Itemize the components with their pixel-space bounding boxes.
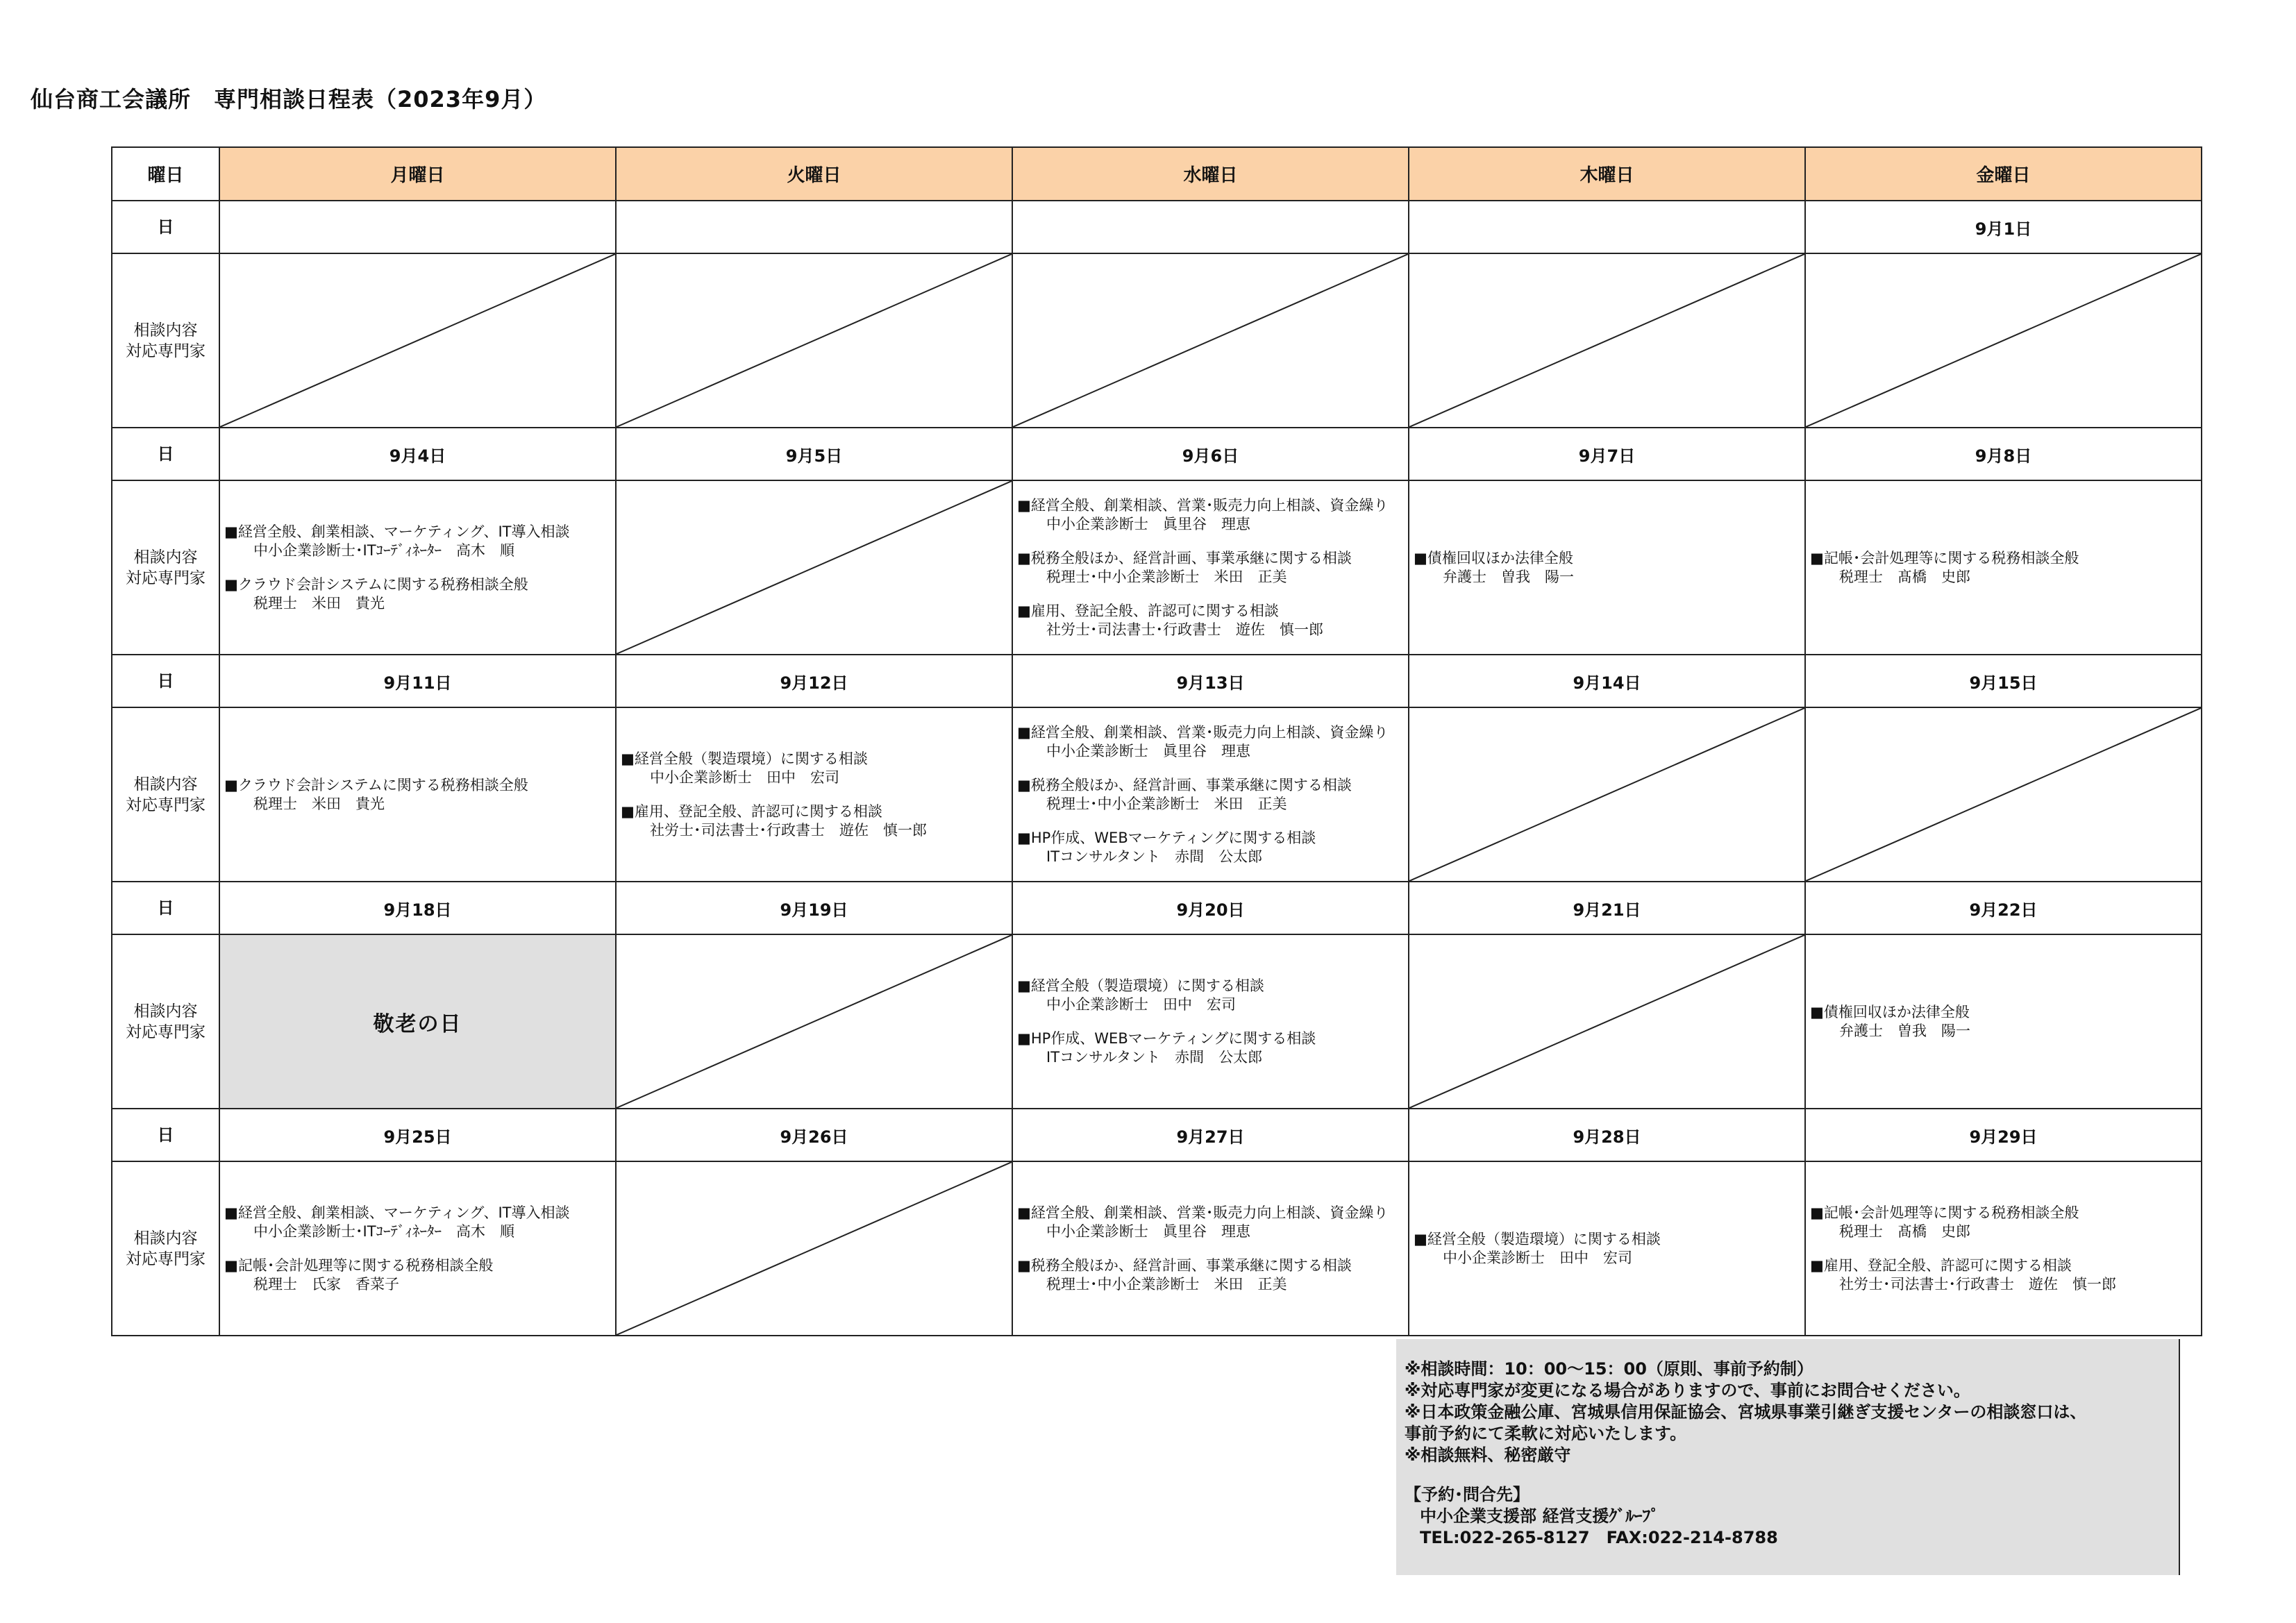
- no-consultation-cell: [616, 253, 1012, 428]
- consultation-topic: ■経営全般、創業相談、営業･販売力向上相談、資金繰り: [1017, 723, 1389, 741]
- consultation-expert: 中小企業診断士･ITｺｰﾃﾞｨﾈｰﾀｰ 高木 順: [253, 541, 515, 559]
- weekday-header-wed: 水曜日: [1012, 147, 1409, 201]
- slash-line: [617, 481, 1012, 654]
- no-consultation-cell: [616, 1161, 1012, 1336]
- consultation-entry: [1017, 977, 1408, 1014]
- consultation-cell-wed: [1012, 1161, 1409, 1336]
- consultation-entry: [1017, 549, 1408, 587]
- consultation-entry: [1810, 1204, 2201, 1241]
- note-line: ※相談時間：10：00～15：00（原則、事前予約制）: [1405, 1359, 1813, 1379]
- consultation-row-label: [112, 707, 219, 882]
- weekday-header-mon: 月曜日: [219, 147, 616, 201]
- consultation-cell-fri: [1805, 480, 2202, 655]
- consultation-row-label: [112, 1161, 219, 1336]
- weekday-header-tue: 火曜日: [616, 147, 1012, 201]
- slash-line: [1409, 254, 1804, 427]
- consultation-entry: [1017, 776, 1408, 814]
- consultation-expert: 税理士･中小企業診断士 米田 正美: [1046, 568, 1287, 585]
- consultation-entry: [1017, 602, 1408, 639]
- note-line: 事前予約にて柔軟に対応いたします。: [1405, 1424, 1687, 1443]
- consultation-cell-thu: [1409, 480, 1805, 655]
- consultation-entry: [224, 1256, 615, 1294]
- diagonal-slash: [1409, 254, 1804, 427]
- consultation-topic: ■税務全般ほか、経営計画、事業承継に関する相談: [1017, 1256, 1352, 1274]
- consultation-entry: [1810, 1256, 2201, 1294]
- consultation-expert: 中小企業診断士 眞里谷 理恵: [1046, 515, 1250, 532]
- holiday-label: 敬老の日: [373, 1011, 462, 1036]
- slash-line: [1409, 708, 1804, 881]
- consultation-expert: 税理士 髙橋 史郎: [1839, 568, 1970, 585]
- consultation-entry: [224, 1204, 615, 1241]
- consultation-label-line: 相談内容: [133, 321, 198, 339]
- consultation-expert: ITコンサルタント 赤間 公太郎: [1046, 1048, 1263, 1066]
- date-cell-thu: 9月7日: [1409, 428, 1805, 480]
- consultation-entry: [1414, 1230, 1804, 1268]
- weekday-header-row: [112, 147, 2202, 201]
- consultation-expert: 中小企業診断士 眞里谷 理恵: [1046, 742, 1250, 759]
- consultation-row-label: [112, 253, 219, 428]
- date-cell-thu: 9月28日: [1409, 1109, 1805, 1161]
- no-consultation-cell: [219, 253, 616, 428]
- date-cell-wed: 9月13日: [1012, 655, 1409, 707]
- schedule-table: [111, 146, 2202, 1336]
- date-cell-mon: 9月4日: [219, 428, 616, 480]
- diagonal-slash: [1409, 708, 1804, 881]
- weekday-corner-label: 曜日: [112, 147, 219, 201]
- consultation-topic: ■税務全般ほか、経営計画、事業承継に関する相談: [1017, 776, 1352, 793]
- consultation-entry: [621, 802, 1012, 840]
- consultation-expert: 弁護士 曽我 陽一: [1839, 1022, 1970, 1039]
- consultation-cell-wed: [1012, 934, 1409, 1109]
- consultation-entry: [224, 575, 615, 613]
- consultation-expert: 税理士･中小企業診断士 米田 正美: [1046, 1275, 1287, 1293]
- weekday-header-thu: 木曜日: [1409, 147, 1805, 201]
- diagonal-slash: [1013, 254, 1408, 427]
- date-cell-wed: [1012, 201, 1409, 253]
- consultation-expert: 税理士 氏家 香菜子: [253, 1275, 399, 1293]
- consultation-entry: [224, 776, 615, 814]
- contact-department: 中小企業支援部 経営支援ｸﾞﾙｰﾌﾟ: [1420, 1506, 1659, 1526]
- consultation-entry: [1017, 1256, 1408, 1294]
- consultation-entry: [1810, 549, 2201, 587]
- consultation-expert: 社労士･司法書士･行政書士 遊佐 慎一郎: [1839, 1275, 2116, 1293]
- diagonal-slash: [617, 481, 1012, 654]
- note-line: ※日本政策金融公庫、宮城県信用保証協会、宮城県事業引継ぎ支援センターの相談窓口は、: [1405, 1402, 2087, 1422]
- holiday-cell: [219, 934, 616, 1109]
- no-consultation-cell: [616, 480, 1012, 655]
- no-consultation-cell: [616, 934, 1012, 1109]
- consultation-row: [112, 253, 2202, 428]
- date-cell-mon: [219, 201, 616, 253]
- date-cell-tue: [616, 201, 1012, 253]
- consultation-cell-tue: [616, 707, 1012, 882]
- consultation-topic: ■経営全般、創業相談、マーケティング、IT導入相談: [224, 1204, 570, 1221]
- consultation-cell-mon: [219, 707, 616, 882]
- consultation-cell-fri: [1805, 934, 2202, 1109]
- date-cell-thu: [1409, 201, 1805, 253]
- date-cell-tue: 9月12日: [616, 655, 1012, 707]
- consultation-row: [112, 707, 2202, 882]
- date-row-label: 日: [112, 655, 219, 707]
- consultation-topic: ■債権回収ほか法律全般: [1414, 549, 1573, 566]
- slash-line: [1806, 254, 2201, 427]
- no-consultation-cell: [1409, 253, 1805, 428]
- consultation-row-label: [112, 934, 219, 1109]
- expert-label-line: 対応専門家: [126, 1023, 206, 1041]
- diagonal-slash: [1806, 708, 2201, 881]
- consultation-topic: ■債権回収ほか法律全般: [1810, 1003, 1970, 1020]
- slash-line: [220, 254, 615, 427]
- consultation-entry: [224, 523, 615, 560]
- consultation-row: [112, 480, 2202, 655]
- consultation-row-label: [112, 480, 219, 655]
- diagonal-slash: [1409, 935, 1804, 1108]
- diagonal-slash: [617, 935, 1012, 1108]
- date-row: [112, 428, 2202, 480]
- consultation-entry: [621, 750, 1012, 787]
- date-cell-fri: 9月8日: [1805, 428, 2202, 480]
- consultation-topic: ■記帳･会計処理等に関する税務相談全般: [1810, 1204, 2079, 1221]
- consultation-label-line: 相談内容: [133, 548, 198, 566]
- consultation-topic: ■経営全般、創業相談、マーケティング、IT導入相談: [224, 523, 570, 540]
- slash-line: [1013, 254, 1408, 427]
- expert-label-line: 対応専門家: [126, 569, 206, 587]
- consultation-expert: 税理士 髙橋 史郎: [1839, 1222, 1970, 1240]
- date-row-label: 日: [112, 882, 219, 934]
- consultation-topic: ■経営全般、創業相談、営業･販売力向上相談、資金繰り: [1017, 496, 1389, 514]
- consultation-expert: 中小企業診断士 田中 宏司: [1443, 1249, 1632, 1266]
- expert-label-line: 対応専門家: [126, 796, 206, 814]
- consultation-expert: 税理士 米田 貴光: [253, 594, 385, 612]
- consultation-cell-thu: [1409, 1161, 1805, 1336]
- consultation-expert: 税理士･中小企業診断士 米田 正美: [1046, 795, 1287, 812]
- no-consultation-cell: [1012, 253, 1409, 428]
- consultation-topic: ■経営全般（製造環境）に関する相談: [1414, 1230, 1661, 1247]
- consultation-topic: ■雇用、登記全般、許認可に関する相談: [621, 802, 882, 820]
- no-consultation-cell: [1805, 253, 2202, 428]
- date-cell-wed: 9月6日: [1012, 428, 1409, 480]
- consultation-topic: ■経営全般（製造環境）に関する相談: [621, 750, 868, 767]
- date-cell-fri: 9月15日: [1805, 655, 2202, 707]
- consultation-label-line: 相談内容: [133, 775, 198, 793]
- consultation-entry: [1017, 723, 1408, 761]
- consultation-entry: [1017, 1204, 1408, 1241]
- consultation-topic: ■クラウド会計システムに関する税務相談全般: [224, 575, 528, 593]
- consultation-cell-mon: [219, 480, 616, 655]
- consultation-cell-wed: [1012, 707, 1409, 882]
- consultation-topic: ■税務全般ほか、経営計画、事業承継に関する相談: [1017, 549, 1352, 566]
- consultation-topic: ■クラウド会計システムに関する税務相談全般: [224, 776, 528, 793]
- consultation-expert: 弁護士 曽我 陽一: [1443, 568, 1574, 585]
- date-cell-tue: 9月19日: [616, 882, 1012, 934]
- expert-label-line: 対応専門家: [126, 1250, 206, 1268]
- date-row-label: 日: [112, 428, 219, 480]
- consultation-topic: ■経営全般（製造環境）に関する相談: [1017, 977, 1264, 994]
- slash-line: [1409, 935, 1804, 1108]
- date-cell-wed: 9月27日: [1012, 1109, 1409, 1161]
- date-row-label: 日: [112, 1109, 219, 1161]
- page-title: 仙台商工会議所 専門相談日程表（2023年9月）: [31, 86, 547, 112]
- date-row: [112, 1109, 2202, 1161]
- consultation-expert: 中小企業診断士･ITｺｰﾃﾞｨﾈｰﾀｰ 高木 順: [253, 1222, 515, 1240]
- date-cell-thu: 9月14日: [1409, 655, 1805, 707]
- consultation-label-line: 相談内容: [133, 1229, 198, 1247]
- slash-line: [617, 254, 1012, 427]
- consultation-cell-mon: [219, 1161, 616, 1336]
- date-cell-fri: 9月1日: [1805, 201, 2202, 253]
- consultation-entry: [1017, 496, 1408, 534]
- consultation-entry: [1810, 1003, 2201, 1041]
- expert-label-line: 対応専門家: [126, 342, 206, 360]
- consultation-topic: ■記帳･会計処理等に関する税務相談全般: [224, 1256, 494, 1274]
- no-consultation-cell: [1409, 707, 1805, 882]
- consultation-topic: ■雇用、登記全般、許認可に関する相談: [1810, 1256, 2072, 1274]
- consultation-label-line: 相談内容: [133, 1002, 198, 1020]
- consultation-expert: ITコンサルタント 赤間 公太郎: [1046, 848, 1263, 865]
- consultation-row: [112, 1161, 2202, 1336]
- consultation-topic: ■記帳･会計処理等に関する税務相談全般: [1810, 549, 2079, 566]
- consultation-expert: 税理士 米田 貴光: [253, 795, 385, 812]
- consultation-topic: ■HP作成、WEBマーケティングに関する相談: [1017, 1029, 1316, 1047]
- consultation-topic: ■経営全般、創業相談、営業･販売力向上相談、資金繰り: [1017, 1204, 1389, 1221]
- date-cell-mon: 9月11日: [219, 655, 616, 707]
- consultation-entry: [1414, 549, 1804, 587]
- consultation-entry: [1017, 1029, 1408, 1067]
- diagonal-slash: [617, 254, 1012, 427]
- consultation-cell-wed: [1012, 480, 1409, 655]
- consultation-cell-fri: [1805, 1161, 2202, 1336]
- consultation-entry: [1017, 829, 1408, 866]
- consultation-expert: 中小企業診断士 田中 宏司: [1046, 995, 1236, 1013]
- date-cell-tue: 9月5日: [616, 428, 1012, 480]
- consultation-expert: 社労士･司法書士･行政書士 遊佐 慎一郎: [1046, 621, 1323, 638]
- note-line: ※相談無料、秘密厳守: [1405, 1445, 1571, 1465]
- date-row-label: 日: [112, 201, 219, 253]
- no-consultation-cell: [1805, 707, 2202, 882]
- date-row: [112, 882, 2202, 934]
- contact-heading: 【予約･問合先】: [1405, 1485, 1530, 1504]
- date-cell-thu: 9月21日: [1409, 882, 1805, 934]
- diagonal-slash: [220, 254, 615, 427]
- notes-box: [1396, 1339, 2180, 1575]
- contact-phone-fax: TEL:022-265-8127 FAX:022-214-8788: [1420, 1528, 1778, 1547]
- slash-line: [617, 935, 1012, 1108]
- consultation-row: [112, 934, 2202, 1109]
- date-row: [112, 201, 2202, 253]
- date-cell-tue: 9月26日: [616, 1109, 1012, 1161]
- no-consultation-cell: [1409, 934, 1805, 1109]
- diagonal-slash: [1806, 254, 2201, 427]
- weekday-header-fri: 金曜日: [1805, 147, 2202, 201]
- date-cell-mon: 9月18日: [219, 882, 616, 934]
- note-line: ※対応専門家が変更になる場合がありますので、事前にお問合せください。: [1405, 1381, 1970, 1400]
- date-cell-mon: 9月25日: [219, 1109, 616, 1161]
- consultation-expert: 中小企業診断士 田中 宏司: [650, 768, 839, 786]
- slash-line: [1806, 708, 2201, 881]
- consultation-expert: 中小企業診断士 眞里谷 理恵: [1046, 1222, 1250, 1240]
- date-cell-wed: 9月20日: [1012, 882, 1409, 934]
- consultation-topic: ■HP作成、WEBマーケティングに関する相談: [1017, 829, 1316, 846]
- date-row: [112, 655, 2202, 707]
- date-cell-fri: 9月29日: [1805, 1109, 2202, 1161]
- consultation-expert: 社労士･司法書士･行政書士 遊佐 慎一郎: [650, 821, 927, 839]
- consultation-topic: ■雇用、登記全般、許認可に関する相談: [1017, 602, 1279, 619]
- date-cell-fri: 9月22日: [1805, 882, 2202, 934]
- slash-line: [617, 1162, 1012, 1335]
- diagonal-slash: [617, 1162, 1012, 1335]
